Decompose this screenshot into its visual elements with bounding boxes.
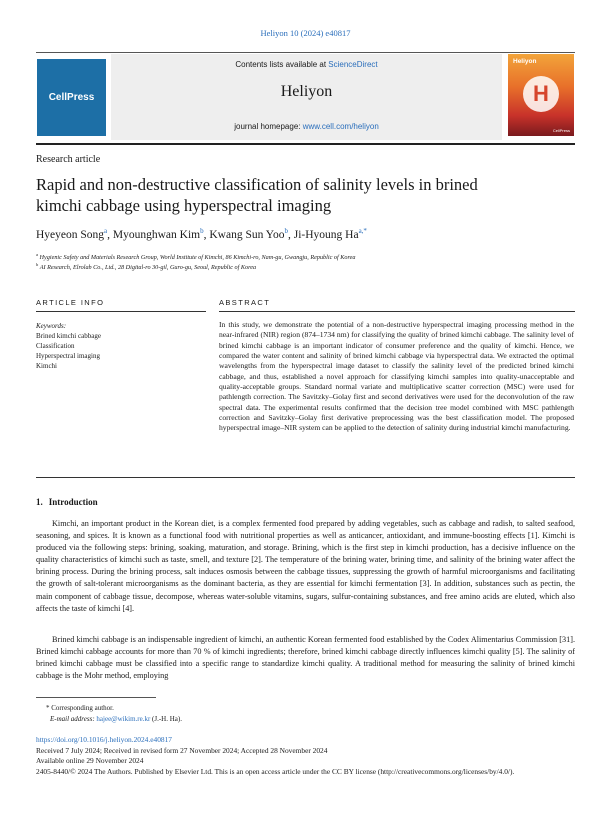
keywords-label: Keywords: [36,322,67,330]
keyword: Hyperspectral imaging [36,352,100,360]
author-affiliation-marker[interactable]: b [200,227,204,235]
abstract-heading: ABSTRACT [219,298,271,307]
received-dates: Received 7 July 2024; Received in revised form 27 November 2024; Accepted 28 November 2024 [36,746,328,755]
author-affiliation-marker[interactable]: b [284,227,288,235]
email-link[interactable]: hajee@wikim.re.kr [96,715,151,723]
cellpress-logo-text: CellPress [48,92,95,103]
paragraph: Brined kimchi cabbage is an indispensable ingredient of kimchi, an authentic Korean fermented food established by the Codex Alimentarius Commission [31]. Brined kimchi cabbage accounts for more than 70 % of kimchi ingredients; therefore, brined kimchi cabbage directly influences kimchi quality [5]. The salinity of brined kimchi cabbage must be classified into a specific range to standardize kimchi quality. A traditional method for measuring the salinity of brined kimchi cabbage is the Mohr method, employing [36,635,575,681]
author-name: Myounghwan Kim [112,228,201,241]
journal-homepage-line: journal homepage: www.cell.com/heliyon [234,122,379,131]
article-info-heading: ARTICLE INFO [36,298,105,307]
article-title [36,174,576,216]
header-bottom-rule [36,143,575,145]
journal-cover-image[interactable] [508,54,574,136]
cellpress-logo[interactable] [37,59,106,136]
author-name: Hyeyeon Song [36,228,105,241]
article-info-rule [36,311,206,312]
keyword: Kimchi [36,362,57,370]
journal-name: Heliyon [280,83,333,100]
licence-text: 2405-8440/© 2024 The Authors. Published by Elsevier Ltd. This is an open access article under the CC BY license (http://creativecommons.org/licenses/by/4.0/). [36,767,515,776]
author-affiliation-marker[interactable]: a,* [358,227,367,235]
journal-homepage-link[interactable]: www.cell.com/heliyon [302,122,379,131]
journal-reference[interactable]: Heliyon 10 (2024) e40817 [260,28,351,38]
email-line: E-mail address: hajee@wikim.re.kr (J.-H. Ha). [50,715,182,723]
affiliation: $^b$ AI Research, Elrolab Co., Ltd., 28 Digital-ro 30-gil, Guro-gu, Seoul, Republic of Korea [36,262,257,272]
footnote-rule [36,697,156,698]
keyword: Classification [36,342,75,350]
abstract-text: In this study, we demonstrate the potential of a non-destructive hyperspectral imaging processing method in the near-infrared (NIR) region (874–1734 nm) for classifying the quality of brined kimchi cabbage. The salinity level of brined kimchi cabbage is an important indicator of consumer preference and the quality of kimchi. Hence, we compared the water content and salinity of brined kimchi cabbage via hyperspectral data. We extracted the optimal wavelengths from the hyperspectral image dataset to classify the salinity level of the predicted brined kimchi cabbage, and thus, established a novel approach for classifying kimchi samples into quality-unacceptable and quality-acceptable groups. Standard normal variate and multiplicative scatter correction (MSC) were used for pathlength correction. The Savitzky–Golay first and second derivatives were used for the deconvolution of the raw spectral data. The experimental results confirmed that the decision tree model combined with MSC pathlength correction and Savitzky–Golay first derivative preprocessing was the best classification model. The proposed hyperspectral image–NIR system can be applied to the detection of salinity during industrial kimchi manufacturing. [219,320,574,433]
journal-header [111,54,502,140]
title-line: Rapid and non-destructive classification of salinity levels in brined [36,175,478,194]
doi-link[interactable]: https://doi.org/10.1016/j.heliyon.2024.e40817 [36,735,172,744]
author-name: Ji-Hyoung Ha [293,228,359,241]
section-heading-introduction: 1. Introduction [36,497,98,507]
author-list: Hyeyeon Song$^a$, Myounghwan Kim$^b$, Kwang Sun Yoo$^b$, Ji-Hyoung $Ha^{a,*}$ [36,227,367,241]
abstract-bottom-rule [36,477,575,478]
title-line: kimchi cabbage using hyperspectral imaging [36,196,332,215]
sciencedirect-link[interactable]: ScienceDirect [328,60,378,69]
article-type: Research article [36,154,101,165]
abstract-rule [219,311,575,312]
header-top-rule [36,52,575,53]
author-name: Kwang Sun Yoo [209,228,285,241]
contents-available-line: Contents lists available at ScienceDirect [235,60,378,69]
available-online: Available online 29 November 2024 [36,756,144,765]
paragraph: Kimchi, an important product in the Korean diet, is a complex fermented food prepared by adding vegetables, such as cabbage and radish, to salted seafood, seasoning, and spices. It is known as a functional food with nutritional properties as well as anticancer, antioxidant, and immune-boosting effects [1]. Kimchi is produced via the following steps: brining, soaking, maturation, and storage. Brining, which is the first step in kimchi production, has a decisive influence on the quality characteristics of kimchi such as taste, smell, and texture [2]. The temperature of the brining water, brining time, and salinity of the brining water affect the brining process. During the brining process, salt induces osmosis between the cabbage tissues, suppressing the growth of harmful microorganisms and facilitating the growth of salt-tolerant microorganisms as the dominant bacteria, as they are essential for kimchi fermentation [3]. In addition, substances such as pectin, the main component of cabbage tissue, decompose, whereas water-soluble vitamins, sugars, sulfur-containing substances, and free amino acids are eluted, which also affects the taste of kimchi [4]. [36,519,575,613]
affiliation: $^a$ Hygienic Safety and Materials Research Group, World Institute of Kimchi, 86 Kimchi-ro, Nam-gu, Gwangju, Republic of Korea [36,252,356,262]
corresponding-author-note: * Corresponding author. [46,704,114,712]
cover-publisher: CellPress [552,128,570,133]
keyword: Brined kimchi cabbage [36,332,101,340]
cover-title: Heliyon [513,58,537,65]
cover-h-glyph: H [533,81,549,106]
author-affiliation-marker[interactable]: a [104,227,108,235]
